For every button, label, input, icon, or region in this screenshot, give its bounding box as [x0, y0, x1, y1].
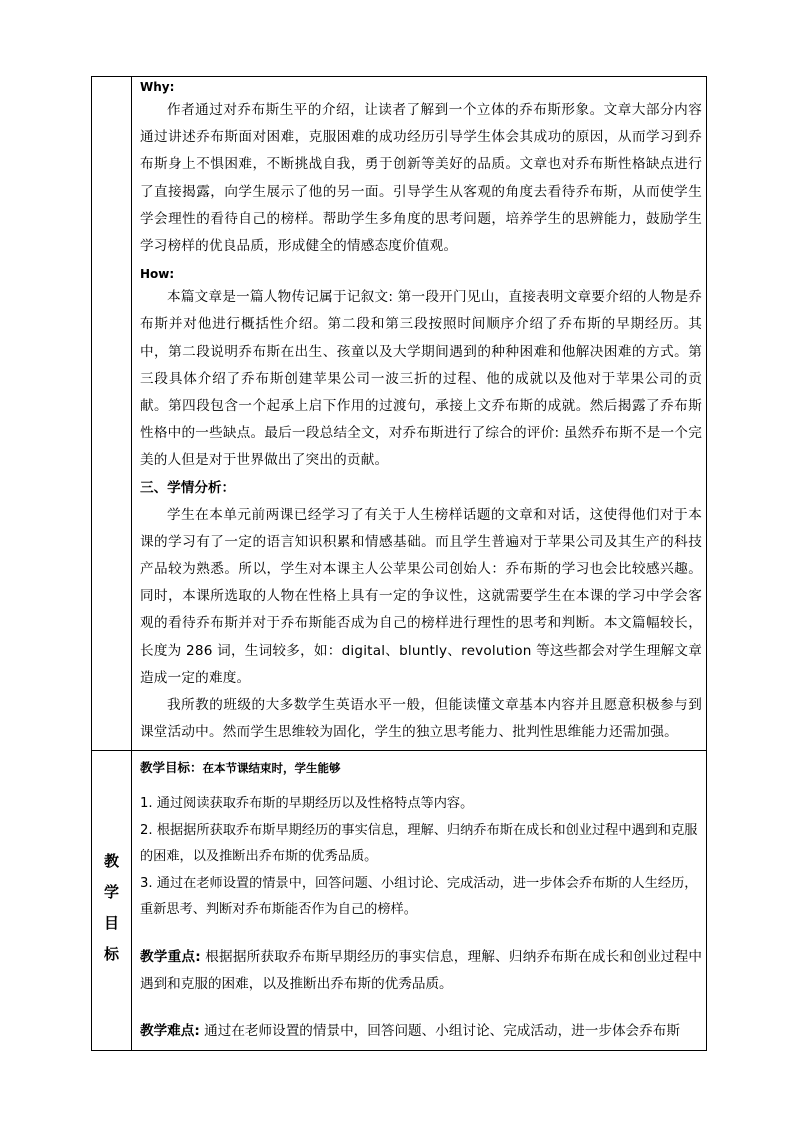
teaching-difficult-point — [140, 1018, 702, 1045]
how-label: How: — [140, 267, 175, 282]
teaching-goals-subheading: 在本节课结束时，学生能够 — [202, 761, 341, 775]
student-analysis-paragraph-2: 我所教的班级的大多数学生英语水平一般，但能读懂文章基本内容并且愿意积极参与到课堂活动中。然而学生思维较为固化，学生的独立思考能力、批判性思维能力还需加强。 — [140, 697, 702, 741]
row-header-cell-empty — [92, 77, 132, 751]
table-row — [92, 77, 707, 751]
content-cell-goals — [132, 751, 707, 1051]
goal-item-2: 2. 根据据所获取乔布斯早期经历的事实信息，理解、归纳乔布斯在成长和创业过程中遇到和克服的困难，以及推断出乔布斯的优秀品质。 — [140, 822, 698, 864]
teaching-goals-heading — [140, 759, 702, 777]
vertical-char: 学 — [103, 883, 119, 901]
content-cell-analysis — [132, 77, 707, 751]
teaching-goals-label: 教学目标： — [140, 760, 203, 775]
how-paragraph: 本篇文章是一篇人物传记属于记叙文: 第一段开门见山，直接表明文章要介绍的人物是乔布斯并对他进行概括性介绍。第二段和第三段按照时间顺序介绍了乔布斯的早期经历。其中，第二段说明乔布斯在出生、孩童以及大学期间遇到的种种困难和他解决困难的方式。第三段具体介绍了乔布斯创建苹果公司一波三折的过程、他的成就以及他对于苹果公司的贡献。第四段包含一个起承上启下作用的过渡句，承接上文乔布斯的成就。然后揭露了乔布斯性格中的一些缺点。最后一段总结全文，对乔布斯进行了综合的评价: 虽然乔布斯不是一个完美的人但是对于世界做出了突出的贡献。 — [140, 289, 702, 469]
teaching-key-point — [140, 944, 702, 998]
difficult-point-text: 通过在老师设置的情景中，回答问题、小组讨论、完成活动，进一步体会乔布斯 — [199, 1022, 680, 1039]
goal-item-3: 3. 通过在老师设置的情景中，回答问题、小组讨论、完成活动，进一步体会乔布斯的人生经历，重新思考、判断对乔布斯能否作为自己的榜样。 — [140, 875, 698, 917]
vertical-char: 目 — [103, 914, 119, 932]
table-row — [92, 751, 707, 1051]
vertical-char: 标 — [103, 945, 119, 963]
vertical-label-teaching-goals — [92, 751, 131, 970]
why-paragraph: 作者通过对乔布斯生平的介绍，让读者了解到一个立体的乔布斯形象。文章大部分内容通过讲述乔布斯面对困难，克服困难的成功经历引导学生体会其成功的原因，从而学习到乔布斯身上不惧困难，不断挑战自我，勇于创新等美好的品质。文章也对乔布斯性格缺点进行了直接揭露，向学生展示了他的另一面。引导学生从客观的角度去看待乔布斯，从而使学生学会理性的看待自己的榜样。帮助学生多角度的思考问题，培养学生的思辨能力，鼓励学生学习榜样的优良品质，形成健全的情感态度价值观。 — [140, 102, 702, 255]
difficult-point-label: 教学难点: — [140, 1022, 200, 1039]
goal-item-1: 1. 通过阅读获取乔布斯的早期经历以及性格特点等内容。 — [140, 796, 474, 811]
vertical-char: 教 — [103, 852, 119, 870]
row-header-cell-goals — [92, 751, 132, 1051]
why-label: Why: — [140, 80, 175, 94]
lesson-plan-table — [91, 76, 707, 1051]
key-point-text: 根据据所获取乔布斯早期经历的事实信息，理解、归纳乔布斯在成长和创业过程中遇到和克服的困难，以及推断出乔布斯的优秀品质。 — [140, 948, 703, 992]
student-analysis-paragraph-1: 学生在本单元前两课已经学习了有关于人生榜样话题的文章和对话，这使得他们对于本课的学习有了一定的语言知识积累和情感基础。而且学生普遍对于苹果公司及其生产的科技产品较为熟悉。所以，学生对本课主人公苹果公司创始人：乔布斯的学习也会比较感兴趣。同时，本课所选取的人物在性格上具有一定的争议性，这就需要学生在本课的学习中学会客观的看待乔布斯并对于乔布斯能否成为自己的榜样进行理性的思考和判断。本文篇幅较长，长度为 286 词，生词较多，如：digital、bluntly、revolution 等这些都会对学生理解文章造成一定的难度。 — [140, 506, 702, 686]
section-heading-student-analysis: 三、学情分析： — [140, 479, 236, 496]
key-point-label: 教学重点: — [140, 948, 201, 965]
